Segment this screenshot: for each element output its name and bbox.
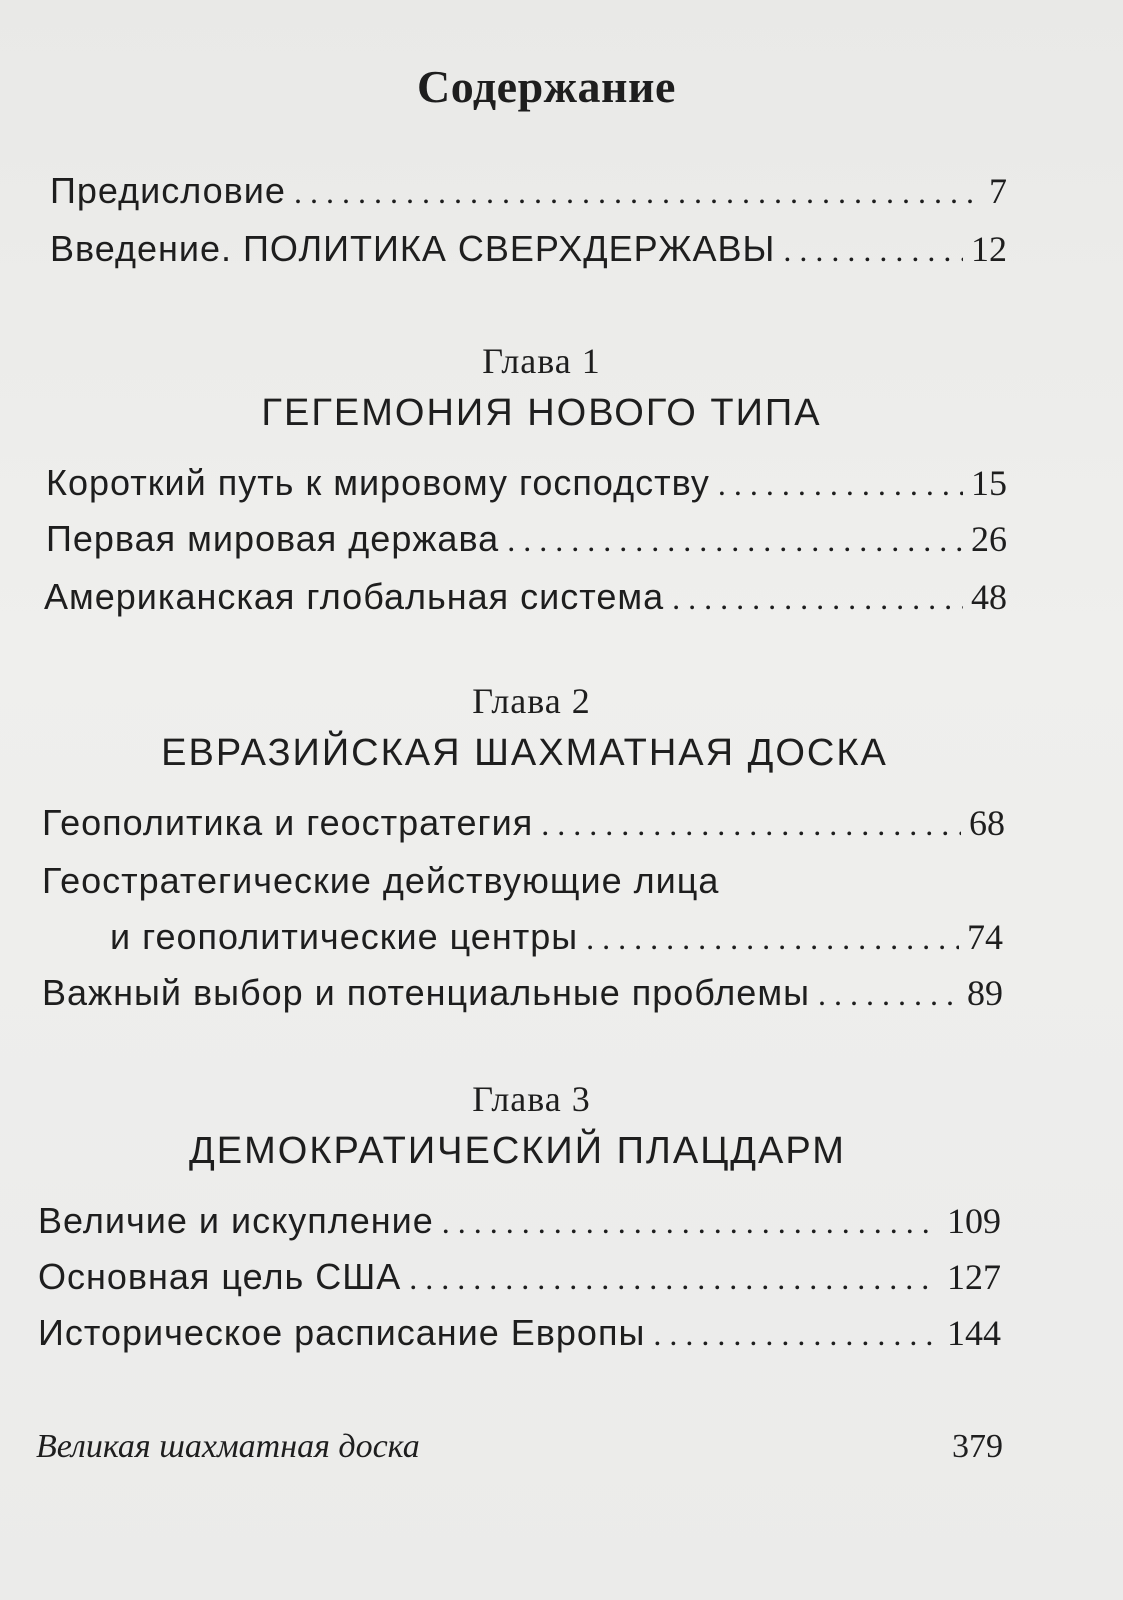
toc-entry-label-line2: и геополитические центры bbox=[110, 916, 579, 957]
dot-leader bbox=[507, 522, 963, 559]
toc-entry-label: Историческое расписание Европы bbox=[38, 1312, 646, 1353]
dot-leader bbox=[541, 806, 961, 843]
toc-entry-page: 7 bbox=[989, 171, 1007, 211]
running-footer-title: Великая шахматная доска bbox=[36, 1428, 420, 1465]
toc-entry-page: 15 bbox=[971, 463, 1007, 503]
page-number: 379 bbox=[952, 1428, 1003, 1465]
toc-entry-page: 12 bbox=[971, 229, 1007, 269]
toc-entry-label: Первая мировая держава bbox=[46, 518, 500, 559]
toc-entry-page: 68 bbox=[969, 803, 1005, 843]
toc-entry-page: 74 bbox=[967, 917, 1003, 957]
toc-entry[interactable] bbox=[42, 972, 1003, 1014]
toc-entry-label-line1[interactable]: Геостратегические действующие лица bbox=[42, 860, 720, 901]
chapter-2-number: Глава 2 bbox=[472, 681, 591, 721]
dot-leader bbox=[294, 174, 981, 211]
chapter-1-number: Глава 1 bbox=[482, 341, 601, 381]
dot-leader bbox=[442, 1204, 939, 1241]
toc-entry-label: Геополитика и геостратегия bbox=[42, 802, 534, 843]
toc-entry[interactable] bbox=[46, 462, 1007, 504]
toc-entry-introduction[interactable] bbox=[50, 228, 1007, 270]
toc-entry[interactable] bbox=[38, 1256, 1001, 1298]
toc-entry-label: Американская глобальная система bbox=[44, 576, 665, 617]
toc-entry-page: 144 bbox=[947, 1313, 1001, 1353]
toc-entry[interactable] bbox=[38, 1200, 1001, 1242]
dot-leader bbox=[653, 1316, 939, 1353]
page-title: Содержание bbox=[417, 61, 676, 112]
toc-entry-label: Введение. ПОЛИТИКА СВЕРХДЕРЖАВЫ bbox=[50, 228, 776, 269]
chapter-3-number: Глава 3 bbox=[472, 1079, 591, 1119]
toc-entry[interactable] bbox=[38, 1312, 1001, 1354]
toc-entry-label: Важный выбор и потенциальные проблемы bbox=[42, 972, 810, 1013]
dot-leader bbox=[409, 1260, 939, 1297]
toc-entry[interactable] bbox=[42, 802, 1005, 844]
toc-entry-label: Короткий путь к мировому господству bbox=[46, 462, 710, 503]
toc-entry[interactable] bbox=[44, 576, 1007, 618]
toc-entry-label: Предисловие bbox=[50, 170, 286, 211]
chapter-2-title: ЕВРАЗИЙСКАЯ ШАХМАТНАЯ ДОСКА bbox=[161, 732, 888, 774]
toc-entry-page: 89 bbox=[967, 973, 1003, 1013]
dot-leader bbox=[672, 580, 963, 617]
toc-entry-label: Величие и искупление bbox=[38, 1200, 434, 1241]
toc-entry-preface[interactable] bbox=[50, 170, 1007, 212]
toc-entry-page: 127 bbox=[947, 1257, 1001, 1297]
toc-entry[interactable] bbox=[46, 518, 1007, 560]
chapter-3-title: ДЕМОКРАТИЧЕСКИЙ ПЛАЦДАРМ bbox=[189, 1130, 846, 1172]
dot-leader bbox=[586, 920, 959, 957]
toc-entry-page: 109 bbox=[947, 1201, 1001, 1241]
toc-entry[interactable] bbox=[110, 916, 1003, 958]
dot-leader bbox=[783, 232, 963, 269]
toc-entry-page: 26 bbox=[971, 519, 1007, 559]
toc-entry-page: 48 bbox=[971, 577, 1007, 617]
chapter-1-title: ГЕГЕМОНИЯ НОВОГО ТИПА bbox=[261, 392, 822, 434]
dot-leader bbox=[718, 466, 963, 503]
toc-entry-label: Основная цель США bbox=[38, 1256, 402, 1297]
dot-leader bbox=[818, 976, 959, 1013]
